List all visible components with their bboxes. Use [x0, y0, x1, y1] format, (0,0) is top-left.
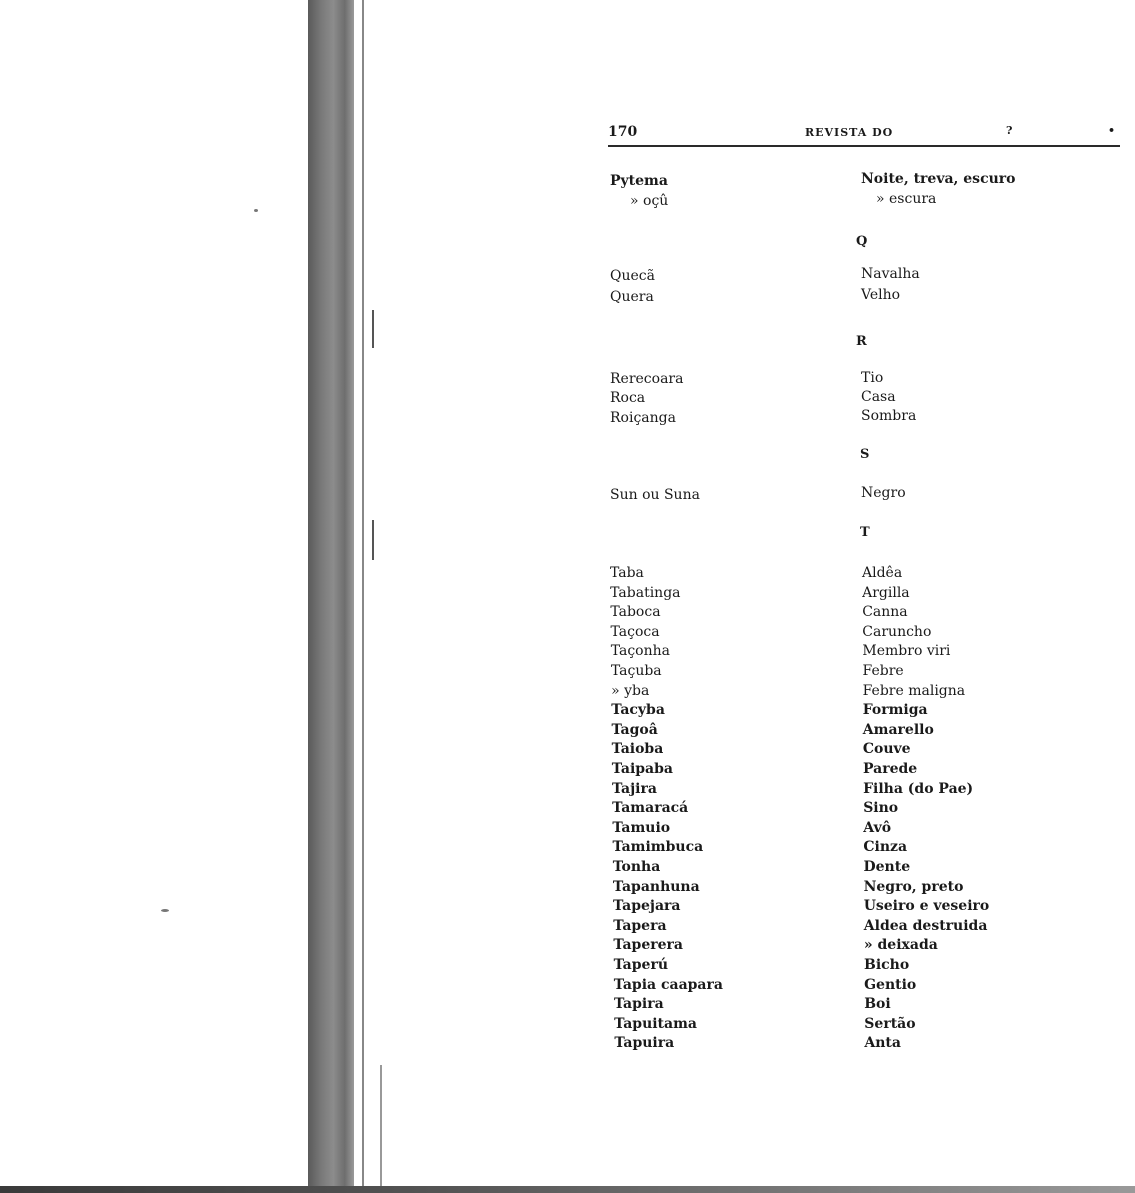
term: Tapera [613, 918, 667, 934]
bottom-edge-shadow [0, 1186, 1135, 1193]
gloss: » escura [876, 191, 937, 207]
gloss: » deixada [863, 937, 938, 953]
term: Tapuitama [614, 1016, 697, 1032]
gutter-line [372, 520, 374, 560]
term: Roiçanga [610, 410, 676, 426]
term: » yba [611, 683, 650, 699]
gloss: Filha (do Pae) [863, 781, 974, 797]
gutter-line [380, 1065, 382, 1193]
gloss: Sino [863, 800, 899, 816]
term: Tapira [613, 996, 664, 1012]
gloss: Sombra [861, 408, 917, 424]
gloss: Couve [862, 741, 911, 757]
gloss: Argilla [862, 585, 910, 601]
term: Tapia caapara [613, 977, 723, 993]
term: Taçoca [610, 624, 660, 640]
gloss: Sertão [864, 1016, 916, 1032]
term: Tapuira [614, 1035, 675, 1051]
term: Taba [610, 565, 644, 581]
gloss: Navalha [861, 266, 920, 282]
term: Taperú [613, 957, 668, 973]
term: Taperera [613, 937, 683, 953]
gloss: Cinza [863, 839, 908, 855]
gutter-line [362, 0, 364, 1193]
term: Taçonha [610, 643, 670, 659]
gloss: Useiro e veseiro [863, 898, 990, 914]
term: Rerecoara [610, 371, 684, 387]
term: Tabatinga [610, 585, 681, 601]
gloss: Parede [863, 761, 918, 777]
gloss: Caruncho [862, 624, 932, 640]
term: Taboca [610, 604, 661, 620]
gloss: Negro, preto [863, 879, 964, 895]
scan-speck [161, 909, 169, 912]
section-letter: Q [856, 234, 868, 249]
gloss: Membro viri [862, 643, 951, 659]
gloss: Formiga [862, 702, 928, 718]
section-letter: S [860, 447, 870, 462]
gloss: Amarello [862, 722, 934, 738]
term: Tamimbuca [612, 839, 704, 855]
gloss: Gentio [864, 977, 917, 993]
term: Taçuba [610, 663, 662, 679]
gloss: Tio [861, 370, 884, 386]
gloss: Febre [862, 663, 904, 679]
gloss: Aldea destruida [863, 918, 988, 934]
gloss: Aldêa [862, 565, 903, 581]
gloss: Noite, treva, escuro [861, 171, 1016, 187]
gloss: Boi [864, 996, 891, 1012]
gloss: Negro [861, 485, 906, 501]
term: Pytema [610, 173, 668, 189]
gutter-line [372, 310, 374, 348]
page-number: 170 [608, 124, 638, 140]
term: Quera [610, 289, 654, 305]
header-rule [608, 145, 1120, 147]
section-letter: R [856, 334, 867, 349]
term: Quecã [610, 268, 655, 284]
gloss: Dente [863, 859, 911, 875]
gloss: Febre maligna [862, 683, 966, 699]
term: Tacyba [611, 702, 665, 718]
term: Sun ou Suna [610, 487, 700, 503]
term: Tajira [611, 781, 657, 797]
term: Tonha [612, 859, 661, 875]
head-mark: • [1108, 124, 1116, 137]
journal-title: REVISTA DO [805, 126, 894, 139]
term: Taipaba [611, 761, 673, 777]
gloss: Casa [861, 389, 896, 405]
term: Tagoâ [611, 722, 658, 738]
term: Taioba [611, 741, 664, 757]
term: Roca [610, 390, 646, 406]
term: Tapejara [613, 898, 681, 914]
running-head [608, 124, 1120, 144]
gloss: Bicho [864, 957, 910, 973]
gloss: Canna [862, 604, 908, 620]
book-gutter-shadow [308, 0, 354, 1193]
gloss: Avô [863, 820, 892, 836]
section-letter: T [860, 525, 870, 540]
head-mark: ? [1006, 124, 1013, 137]
gloss: Velho [861, 287, 901, 303]
term: » oçû [630, 193, 669, 209]
term: Tamuio [612, 820, 671, 836]
term: Tapanhuna [612, 879, 700, 895]
term: Tamaracá [612, 800, 689, 816]
gloss: Anta [864, 1035, 901, 1051]
scan-speck [254, 209, 258, 212]
